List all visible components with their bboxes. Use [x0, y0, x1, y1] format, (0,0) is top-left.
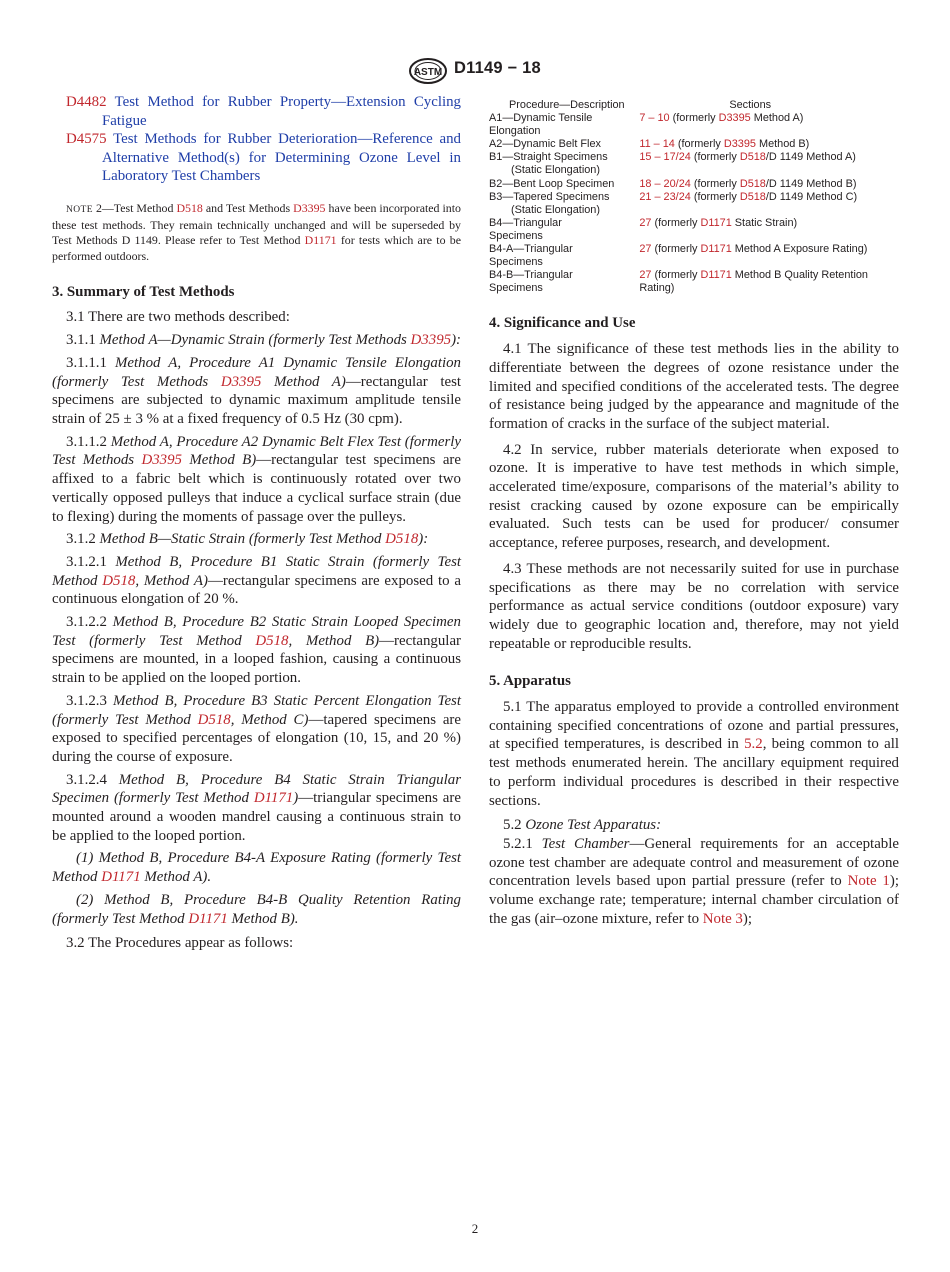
table-row: B3—Tapered Specimens (Static Elongation) 21 – 23/24 (formerly D518/D 1149 Method C): [489, 190, 858, 216]
link-d518[interactable]: D518: [197, 711, 231, 728]
link-d518[interactable]: D518: [255, 632, 289, 649]
table-row: B1—Straight Specimens (Static Elongation) 15 – 17/24 (formerly D518/D 1149 Method A): [489, 151, 856, 177]
link-d1171[interactable]: D1171: [188, 910, 228, 927]
para-4-3: 4.3 These methods are not necessarily suited for use in purchase specifications as there may be no correlation with service performance as actual service conditions (outdoor exposure) vary widely due to geographic location and, therefore, may not yield repeatable or reproducible results.: [489, 560, 899, 652]
para-3-1-2-2: 3.1.2.2 Method B, Procedure B2 Static Strain Looped Specimen Test (formerly Test Method D518, Method B)—rectangular specimens are mounted, in a looped fashion, causing a continuous strain to be applied on the looped portion.: [52, 614, 462, 687]
link-note-1[interactable]: Note 1: [847, 873, 890, 890]
link-d3395[interactable]: D3395: [723, 138, 756, 151]
para-item-2: (2) Method B, Procedure B4-B Quality Retention Rating (formerly Test Method D1171 Method B).: [52, 891, 461, 927]
logo-text: ASTM: [413, 67, 443, 78]
right-column: [489, 99, 899, 929]
para-3-1-1-2: 3.1.1.2 Method A, Procedure A2 Dynamic Belt Flex Test (formerly Test Methods D3395 Method B)—rectangular test specimens are affixed to a fabric belt which is continuously rotated over two vertically opposed pulleys that induce a cyclical surface strain (due to flexing) during the moments of passage over the pulleys.: [52, 433, 462, 525]
section-link[interactable]: 18 – 20/24: [639, 177, 691, 190]
para-3-1: 3.1 There are two methods described:: [66, 309, 290, 326]
para-5-2: 5.2 Ozone Test Apparatus:: [503, 817, 662, 834]
link-d1171[interactable]: D1171: [700, 243, 732, 256]
link-note-3[interactable]: Note 3: [702, 910, 743, 927]
table-row: A1—Dynamic Tensile Elongation 7 – 10 (formerly D3395 Method A): [489, 112, 804, 138]
para-4-1: 4.1 The significance of these test methods lies in the ability to differentiate between the degrees of ozone resistance under the limited and specified conditions of the accelerated tests. The degree of resistance being judged by the appearance and magnitude of the formation of cracks in the surface of the subject material.: [489, 341, 899, 432]
link-d1171[interactable]: D1171: [253, 790, 294, 807]
page-header: [0, 58, 950, 84]
table-header-row: [489, 99, 899, 112]
para-3-1-2-4: 3.1.2.4 Method B, Procedure B4 Static Strain Triangular Specimen (formerly Test Method D1171)—triangular specimens are mounted around a wooden mandrel causing a continuous strain to be applied to the looped portion.: [52, 771, 461, 844]
link-d518[interactable]: D518: [739, 177, 766, 190]
link-d3395[interactable]: D3395: [220, 373, 262, 390]
reference-code[interactable]: D4575: [66, 131, 107, 148]
section-link[interactable]: 27: [639, 243, 652, 256]
section-3-heading: 3. Summary of Test Methods: [52, 283, 235, 300]
table-row: A2—Dynamic Belt Flex 11 – 14 (formerly D3395 Method B): [489, 138, 810, 151]
astm-logo-icon: [408, 58, 448, 84]
link-d1171[interactable]: D1171: [101, 869, 141, 886]
note-2: NOTE 2—Test Method D518 and Test Methods D3395 have been incorporated into these test methods. They remain technically unchanged and will be superseded by Test Methods D 1149. Please refer to Test Method D1171 for tests which are to be performed outdoors.: [52, 200, 462, 263]
left-column: [52, 93, 461, 953]
link-d3395[interactable]: D3395: [293, 200, 326, 215]
para-5-2-1: 5.2.1 Test Chamber—General requirements for an acceptable ozone test chamber are adequate control and measurement of ozone concentration levels based upon partial pressure (refer to Note 1); volume exchange rate; temperature; internal chamber circulation of the gas (air–ozone mixture, refer to Note 3);: [489, 835, 899, 927]
section-link[interactable]: 7 – 10: [639, 112, 670, 125]
reference-entry-d4575: [52, 130, 461, 186]
section-link[interactable]: 11 – 14: [639, 138, 675, 151]
para-3-1-2-3: 3.1.2.3 Method B, Procedure B3 Static Percent Elongation Test (formerly Test Method D518, Method C)—tapered specimens are exposed to specified percentages of elongation (10, 15, and 20 %) during the course of exposure.: [52, 692, 461, 765]
reference-title[interactable]: Test Methods for Rubber Deterioration—Reference and Alternative Method(s) for Determining Ozone Level in Laboratory Test Chambers: [102, 131, 461, 185]
para-4-2: 4.2 In service, rubber materials deteriorate when exposed to ozone. It is imperative to have test methods in which simple, accelerated time/exposure, comparisons of the material’s ability to resist cracking caused by ozone exposure can be empirically evaluated. Such tests can be used for producer/ consumer acceptance, referee purposes, research, and development.: [489, 441, 899, 552]
link-d518[interactable]: D518: [385, 531, 419, 548]
link-d3395[interactable]: D3395: [141, 452, 182, 469]
para-3-1-1: 3.1.1 Method A—Dynamic Strain (formerly Test Methods D3395):: [66, 332, 462, 349]
link-d1171[interactable]: D1171: [700, 216, 732, 229]
column-header-procedure: Procedure—Description: [509, 99, 625, 111]
link-d1171[interactable]: D1171: [304, 233, 337, 248]
link-d3395[interactable]: D3395: [718, 112, 751, 125]
para-3-2: 3.2 The Procedures appear as follows:: [66, 935, 294, 952]
section-link[interactable]: 15 – 17/24: [639, 151, 691, 164]
note-label: NOTE: [66, 204, 93, 215]
table-row: B2—Bent Loop Specimen 18 – 20/24 (formerly D518/D 1149 Method B): [489, 177, 857, 190]
link-d518[interactable]: D518: [176, 200, 203, 215]
link-d3395[interactable]: D3395: [410, 332, 452, 349]
reference-code[interactable]: D4482: [66, 94, 107, 110]
section-4-heading: 4. Significance and Use: [489, 315, 636, 332]
link-d1171[interactable]: D1171: [700, 269, 732, 282]
section-5-heading: 5. Apparatus: [489, 673, 571, 690]
link-d518[interactable]: D518: [739, 151, 766, 164]
table-row: B4-B—Triangular Specimens 27 (formerly D1171 Method B Quality Retention Rating): [489, 269, 868, 295]
reference-entry-d4482: [52, 93, 461, 130]
section-link[interactable]: 27: [639, 269, 652, 282]
link-d518[interactable]: D518: [739, 190, 766, 203]
column-header-sections: Sections: [729, 99, 772, 111]
section-link[interactable]: 21 – 23/24: [639, 190, 691, 203]
procedures-table: [489, 99, 899, 295]
link-d518[interactable]: D518: [102, 572, 136, 589]
page-number: 2: [471, 1221, 479, 1236]
table-row: B4—Triangular Specimens 27 (formerly D1171 Static Strain): [489, 216, 798, 242]
reference-title[interactable]: Test Method for Rubber Property—Extension Cycling Fatigue: [102, 94, 461, 129]
para-3-1-2: 3.1.2 Method B—Static Strain (formerly Test Method D518):: [66, 531, 429, 548]
link-section-5-2[interactable]: 5.2: [744, 736, 763, 753]
document-designation: D1149 − 18: [454, 59, 541, 77]
para-3-1-1-1: 3.1.1.1 Method A, Procedure A1 Dynamic Tensile Elongation (formerly Test Methods D3395 Method A)—rectangular test specimens are subjected to dynamic maximum amplitude tensile strain of 25 ± 3 % at a fixed frequency of 0.5 Hz (30 cpm).: [52, 354, 462, 427]
para-5-1: 5.1 The apparatus employed to provide a controlled environment containing specified concentrations of ozone and partial pressures, at specified temperatures, is described in 5.2, being common to all test methods enumerated herein. The ancillary equipment required to perform individual procedures is described in their respective sections.: [489, 699, 899, 809]
para-3-1-2-1: 3.1.2.1 Method B, Procedure B1 Static Strain (formerly Test Method D518, Method A)—rectangular specimens are exposed to a continuous elongation of 20 %.: [52, 553, 461, 608]
para-item-1: (1) Method B, Procedure B4-A Exposure Rating (formerly Test Method D1171 Method A).: [52, 850, 461, 886]
table-row: B4-A—Triangular Specimens 27 (formerly D1171 Method A Exposure Rating): [489, 243, 868, 269]
section-link[interactable]: 27: [639, 216, 652, 229]
